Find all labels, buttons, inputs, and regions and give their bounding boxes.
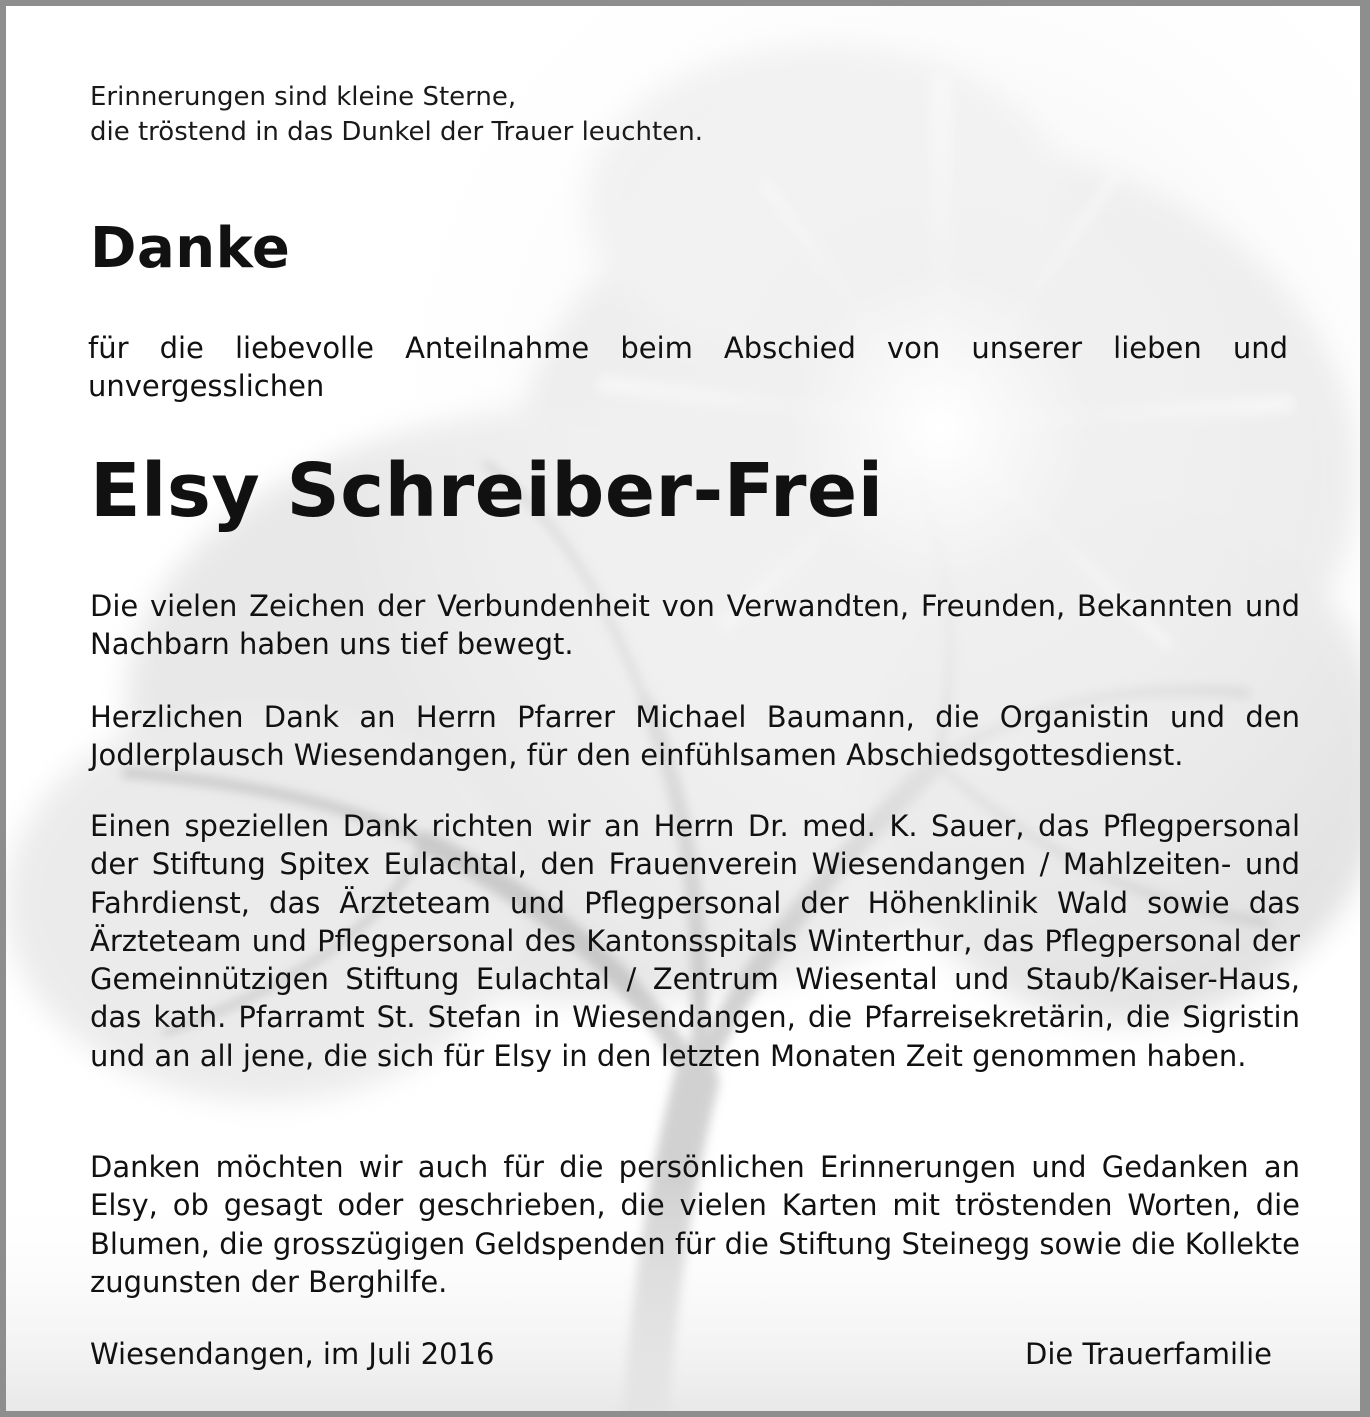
paragraph-care-thanks: Einen speziellen Dank richten wir an Herrn Dr. med. K. Sauer, das Pflegpersonal der Stiftung Spitex Eulachtal, den Frauenverein Wiesendangen / Mahlzeiten- und Fahrdienst, das Ärzteteam und Pflegpersonal der Höhenklinik Wald sowie das Ärzteteam und Pflegpersonal des Kantonsspitals Winterthur, das Pflegpersonal der Gemeinnützigen Stiftung Eulachtal / Zentrum Wiesental und Staub/Kaiser-Haus, das kath. Pfarramt St. Stefan in Wiesendangen, die Pfarreisekretärin, die Sigristin und an all jene, die sich für Elsy in den letzten Monaten Zeit genommen haben. — [90, 809, 1300, 1073]
motto-quote — [90, 80, 703, 150]
place-date: Wiesendangen, im Juli 2016 — [90, 1337, 495, 1371]
deceased-name: Elsy Schreiber-Frei — [90, 448, 884, 534]
motto-line-2: die tröstend in das Dunkel der Trauer leuchten. — [90, 117, 703, 147]
paragraph-service-thanks: Herzlichen Dank an Herrn Pfarrer Michael Baumann, die Organistin und den Jodlerplausch Wiesendangen, für den einfühlsamen Abschiedsgottesdienst. — [90, 700, 1300, 773]
obituary-content — [90, 6, 1300, 1411]
intro-text: für die liebevolle Anteilnahme beim Abschied von unserer lieben und unvergesslichen — [88, 331, 1288, 403]
paragraph-memories-thanks: Danken möchten wir auch für die persönlichen Erinnerungen und Gedanken an Elsy, ob gesagt oder geschrieben, die vielen Karten mit tröstenden Worten, die Blumen, die grosszügigen Geldspenden für die Stiftung Steinegg sowie die Kollekte zugunsten der Berghilfe. — [90, 1150, 1300, 1299]
heading-thanks: Danke — [90, 216, 291, 281]
signature: Die Trauerfamilie — [1025, 1337, 1272, 1371]
paragraph-connection: Die vielen Zeichen der Verbundenheit von Verwandten, Freunden, Bekannten und Nachbarn haben uns tief bewegt. — [90, 589, 1300, 662]
motto-line-1: Erinnerungen sind kleine Sterne, — [90, 82, 517, 112]
